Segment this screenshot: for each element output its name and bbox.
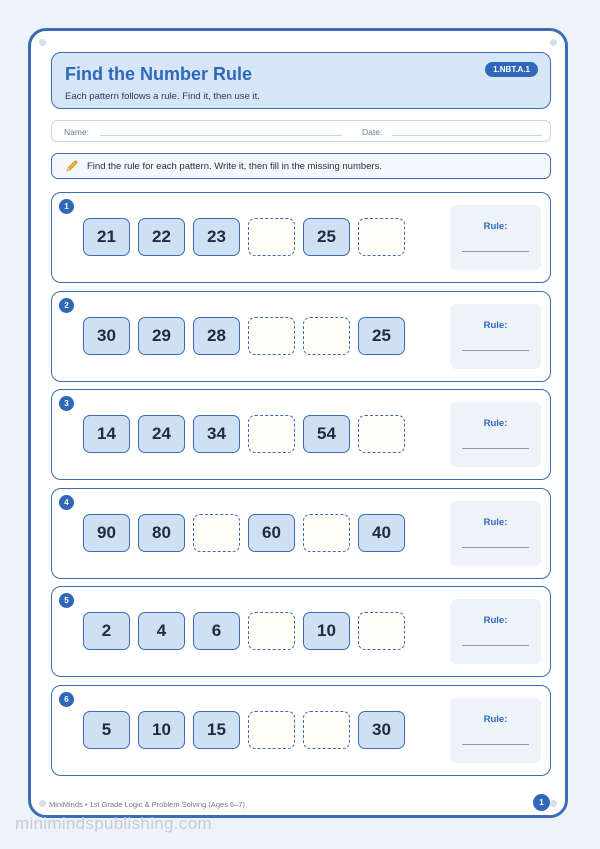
blank-answer-box[interactable] <box>303 317 350 355</box>
blank-answer-box[interactable] <box>358 218 405 256</box>
number-tile: 21 <box>83 218 130 256</box>
number-tile: 4 <box>138 612 185 650</box>
problem-card <box>51 192 551 283</box>
number-tile: 28 <box>193 317 240 355</box>
rule-label: Rule: <box>483 319 508 331</box>
number-tile: 14 <box>83 415 130 453</box>
number-tile: 22 <box>138 218 185 256</box>
number-tile: 15 <box>193 711 240 749</box>
instructions-text: Find the rule for each pattern. Write it, then fill in the missing numbers. <box>87 161 382 172</box>
blank-answer-box[interactable] <box>248 711 295 749</box>
date-label: Date: <box>362 127 383 137</box>
blank-answer-box[interactable] <box>193 514 240 552</box>
blank-answer-box[interactable] <box>248 317 295 355</box>
date-field[interactable] <box>392 135 542 136</box>
rule-answer-line[interactable] <box>462 744 529 745</box>
pencil-icon <box>65 159 79 178</box>
number-tile: 60 <box>248 514 295 552</box>
rule-box <box>450 402 541 467</box>
rule-answer-line[interactable] <box>462 350 529 351</box>
corner-dot <box>550 800 557 807</box>
name-date-bar <box>51 120 551 142</box>
blank-answer-box[interactable] <box>248 415 295 453</box>
rule-answer-line[interactable] <box>462 547 529 548</box>
corner-dot <box>39 800 46 807</box>
number-tile: 30 <box>83 317 130 355</box>
rule-answer-line[interactable] <box>462 251 529 252</box>
standard-badge: 1.NBT.A.1 <box>485 62 538 77</box>
number-tile: 90 <box>83 514 130 552</box>
blank-answer-box[interactable] <box>303 514 350 552</box>
problem-number-badge: 4 <box>59 495 74 510</box>
rule-answer-line[interactable] <box>462 645 529 646</box>
rule-label: Rule: <box>483 221 508 232</box>
rule-label: Rule: <box>483 615 508 627</box>
number-tile: 10 <box>138 711 185 749</box>
page-title: Find the Number Rule <box>65 64 253 84</box>
page-subtitle: Each pattern follows a rule. Find it, then use it. <box>65 91 260 102</box>
instructions-bar <box>51 153 551 179</box>
rule-label: Rule: <box>483 418 508 430</box>
number-tile: 25 <box>358 317 405 355</box>
number-tile: 80 <box>138 514 185 552</box>
blank-answer-box[interactable] <box>303 711 350 749</box>
blank-answer-box[interactable] <box>358 612 405 650</box>
number-tile: 29 <box>138 317 185 355</box>
number-tile: 25 <box>303 218 350 256</box>
problem-card <box>51 389 551 480</box>
rule-box <box>450 205 541 270</box>
number-tile: 30 <box>358 711 405 749</box>
blank-answer-box[interactable] <box>358 415 405 453</box>
problem-card <box>51 586 551 677</box>
number-tile: 6 <box>193 612 240 650</box>
problem-card <box>51 685 551 776</box>
rule-box <box>450 501 541 566</box>
name-label: Name: <box>64 127 90 137</box>
problem-number-badge: 6 <box>59 692 74 707</box>
number-tile: 10 <box>303 612 350 650</box>
rule-label: Rule: <box>483 516 508 528</box>
problem-number-badge: 2 <box>59 298 74 313</box>
problem-number-badge: 3 <box>59 396 74 411</box>
rule-box <box>450 304 541 369</box>
rule-box <box>450 698 541 763</box>
corner-dot <box>39 39 46 46</box>
page-number: 1 <box>533 794 550 811</box>
watermark: minimindspublishing.com <box>15 814 212 833</box>
number-tile: 24 <box>138 415 185 453</box>
number-tile: 2 <box>83 612 130 650</box>
number-tile: 40 <box>358 514 405 552</box>
rule-label: Rule: <box>483 714 508 725</box>
footer-text: MiniMinds • 1st Grade Logic & Problem Solving (Ages 6–7) <box>49 800 246 809</box>
problem-card <box>51 291 551 382</box>
worksheet-page <box>28 28 568 818</box>
name-field[interactable] <box>100 135 342 136</box>
rule-answer-line[interactable] <box>462 448 529 449</box>
number-tile: 54 <box>303 415 350 453</box>
blank-answer-box[interactable] <box>248 612 295 650</box>
number-tile: 23 <box>193 218 240 256</box>
corner-dot <box>550 39 557 46</box>
blank-answer-box[interactable] <box>248 218 295 256</box>
problem-number-badge: 5 <box>59 593 74 608</box>
worksheet-header <box>51 52 551 109</box>
number-tile: 34 <box>193 415 240 453</box>
rule-box <box>450 599 541 664</box>
problem-number-badge: 1 <box>59 199 74 214</box>
problem-card <box>51 488 551 579</box>
number-tile: 5 <box>83 711 130 749</box>
